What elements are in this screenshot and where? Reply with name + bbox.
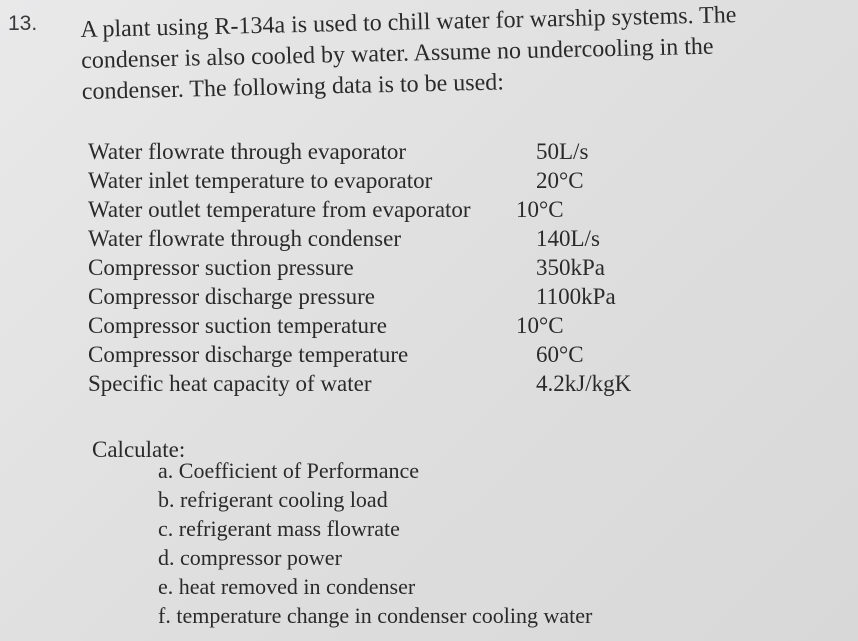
data-value: 140L/s — [536, 226, 600, 251]
data-row — [88, 372, 688, 401]
data-value: 10°C — [516, 313, 564, 338]
data-row — [88, 227, 688, 256]
data-label: Compressor discharge pressure — [88, 284, 376, 309]
data-row — [88, 343, 688, 372]
calculate-heading: Calculate: — [92, 437, 186, 462]
data-row — [88, 198, 688, 227]
data-row — [88, 169, 688, 198]
data-value: 20°C — [536, 168, 584, 193]
data-row — [88, 285, 688, 314]
data-label: Compressor discharge temperature — [88, 342, 409, 367]
data-label: Water inlet temperature to evaporator — [88, 168, 433, 193]
data-value: 50L/s — [536, 139, 589, 164]
data-row — [88, 314, 688, 343]
calculate-item: c. refrigerant mass flowrate — [158, 516, 400, 541]
calculate-item: a. Coefficient of Performance — [158, 458, 420, 483]
calculate-item: f. temperature change in condenser cooling water — [158, 603, 593, 628]
data-label: Water flowrate through condenser — [88, 226, 401, 251]
calculate-item: e. heat removed in condenser — [158, 574, 416, 599]
data-value: 10°C — [516, 197, 564, 222]
question-intro — [80, 0, 780, 105]
data-value: 1100kPa — [536, 284, 616, 309]
data-label: Compressor suction pressure — [88, 255, 354, 280]
intro-line-1: A plant using R-134a is used to chill water for warship systems. The — [80, 2, 737, 43]
data-label: Specific heat capacity of water — [88, 371, 372, 396]
data-label: Compressor suction temperature — [88, 313, 387, 338]
intro-line-2: condenser is also cooled by water. Assume no undercooling in the — [80, 33, 714, 74]
data-label: Water outlet temperature from evaporator — [88, 197, 471, 222]
data-row — [88, 256, 688, 285]
calculate-item: b. refrigerant cooling load — [158, 487, 388, 512]
intro-line-3: condenser. The following data is to be used: — [81, 69, 505, 105]
calculate-item: d. compressor power — [158, 545, 342, 570]
data-value: 60°C — [536, 342, 584, 367]
data-row — [88, 140, 688, 169]
data-value: 4.2kJ/kgK — [536, 371, 632, 396]
data-value: 350kPa — [536, 255, 605, 280]
question-number: 13. — [8, 12, 38, 35]
data-label: Water flowrate through evaporator — [88, 139, 407, 164]
